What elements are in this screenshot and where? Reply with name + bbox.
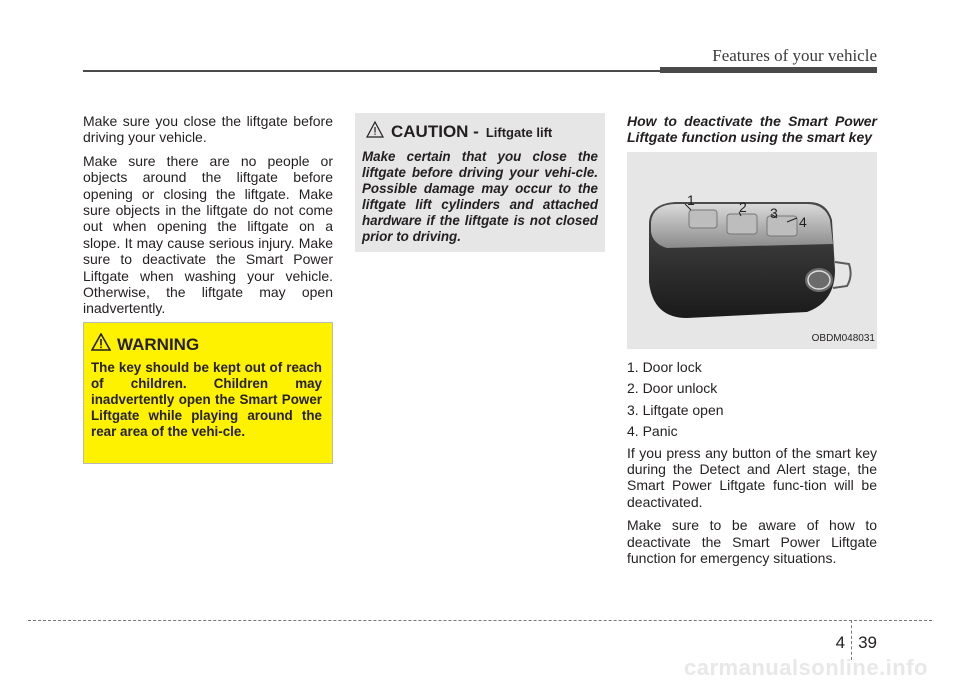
list-item: 3. Liftgate open: [627, 401, 724, 418]
warning-box: [83, 322, 333, 464]
left-column: [83, 113, 333, 324]
smart-key-figure: [627, 152, 877, 349]
figure-callout: 4: [799, 214, 807, 230]
body-paragraph: Make sure you close the liftgate before driving your vehicle.: [83, 113, 333, 146]
figure-callout: 3: [770, 205, 778, 221]
caution-text: Make certain that you close the liftgate before driving your vehi-cle. Possible damage may occur to the liftgate lift cylinders and attached hardware if the liftgate is not closed prior to driving.: [362, 149, 598, 244]
warning-header: [91, 333, 322, 356]
body-paragraph: Make sure there are no people or objects around the liftgate before opening or closing the liftgate. Make sure objects in the liftgate do not come out when opening the liftgate on a slope. It may cause serious injury. Make sure to deactivate the Smart Power Liftgate when washing your vehicle. Otherwise, the liftgate may open inadvertently.: [83, 152, 333, 317]
caution-box: [355, 113, 605, 252]
warning-title: WARNING: [117, 334, 200, 354]
body-paragraph: Make sure to be aware of how to deactivate the Smart Power Liftgate function for emergency situations.: [627, 517, 877, 567]
list-item: 1. Door lock: [627, 359, 702, 375]
caution-header: [366, 121, 598, 143]
caution-triangle-icon: [366, 121, 384, 143]
list-item: 4. Panic: [627, 423, 678, 440]
header-rule-accent: [660, 67, 877, 73]
chapter-number: 4: [835, 633, 846, 652]
figure-label: OBDM048031: [811, 332, 875, 344]
section-heading: How to deactivate the Smart Power Liftgate function using the smart key: [627, 113, 877, 145]
list-item: 2. Door unlock: [627, 380, 718, 397]
warning-text: The key should be kept out of reach of children. Children may inadvertently open the Smart Power Liftgate while playing around the rear area of the vehi-cle.: [91, 360, 322, 439]
watermark: carmanualsonline.info: [684, 655, 928, 680]
warning-triangle-icon: [91, 333, 111, 356]
right-column: [627, 113, 877, 573]
smart-key-illustration: [627, 152, 877, 349]
caution-title: CAUTION -: [391, 122, 479, 141]
figure-callout: 1: [687, 192, 695, 208]
footer-rule: [28, 620, 932, 621]
body-paragraph: If you press any button of the smart key during the Detect and Alert stage, the Smart Power Liftgate func-tion will be deactivated.: [627, 444, 877, 510]
page-header-title: Features of your vehicle: [712, 46, 877, 65]
figure-callout: 2: [739, 199, 747, 215]
page-number-value: 39: [858, 633, 877, 652]
caution-subtitle: Liftgate lift: [485, 124, 553, 140]
